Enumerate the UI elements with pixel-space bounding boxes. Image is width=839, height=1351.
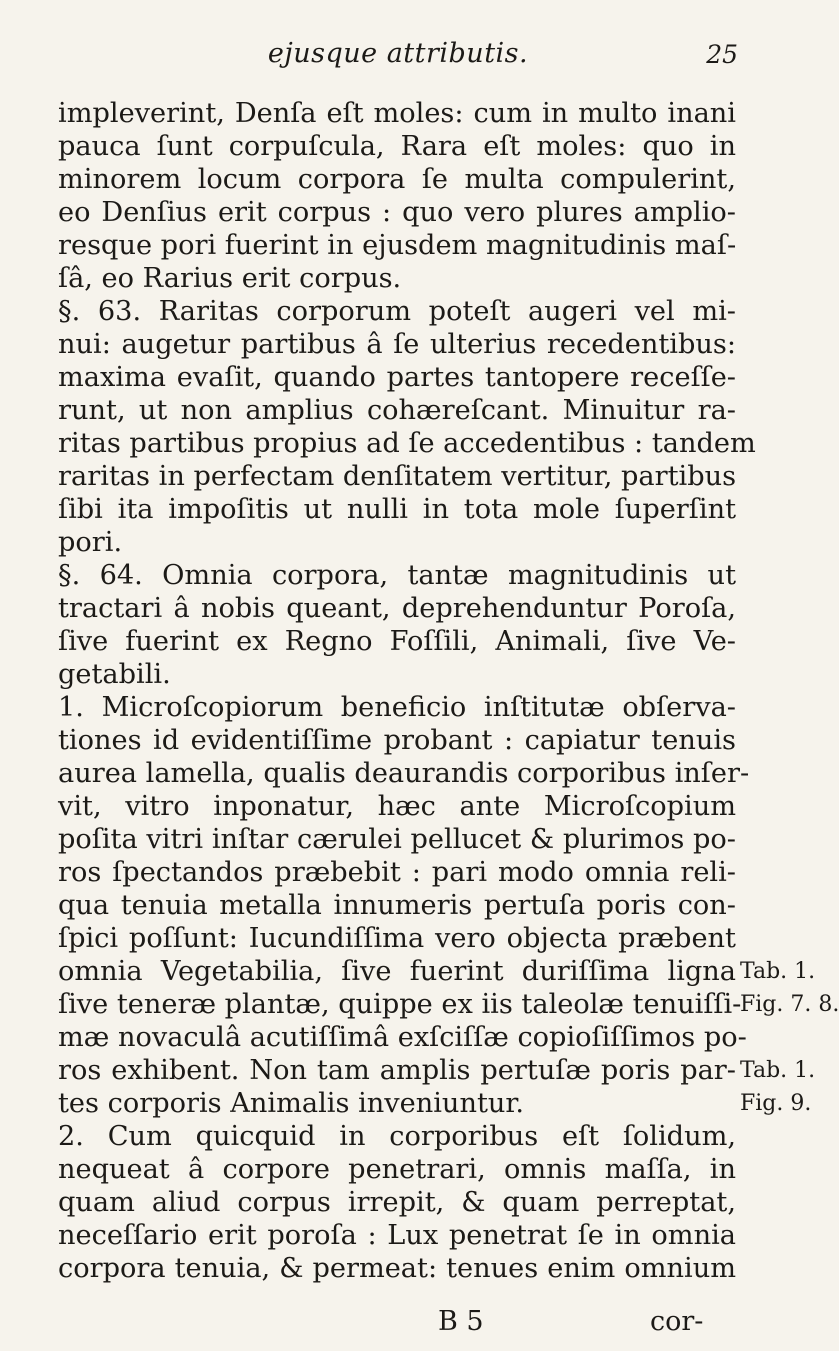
page-header [58, 38, 738, 88]
page-footer [0, 1303, 800, 1343]
text-line: minorem locum corpora ſe multa compulerint, [58, 164, 736, 195]
text-line: ſive fuerint ex Regno Foſſili, Animali, ſive Ve- [58, 626, 736, 657]
catchword: cor- [650, 1306, 704, 1337]
text-line: omnia Vegetabilia, ſive fuerint duriſſima ligna [58, 956, 736, 987]
text-line: aurea lamella, qualis deaurandis corporibus inſer- [58, 758, 750, 789]
text-line: 2. Cum quicquid in corporibus eſt ſolidum, [58, 1121, 736, 1152]
text-line: pauca ſunt corpuſcula, Rara eſt moles: quo in [58, 131, 736, 162]
text-line: nui: augetur partibus â ſe ulterius recedentibus: [58, 329, 736, 360]
text-line: ros exhibent. Non tam amplis pertuſæ poris par- [58, 1055, 736, 1086]
text-line: qua tenuia metalla innumeris pertuſa poris con- [58, 890, 736, 921]
running-title: ejusque attributis. [267, 38, 529, 69]
text-line: 1. Microſcopiorum beneficio inſtitutæ obſerva- [58, 692, 736, 723]
text-line: maxima evaſit, quando partes tantopere receſſe- [58, 362, 736, 393]
text-line: neceſſario erit poroſa : Lux penetrat ſe in omnia [58, 1220, 736, 1251]
text-line: eo Denſius erit corpus : quo vero plures amplio- [58, 197, 736, 228]
text-line: ſibi ita impoſitis ut nulli in tota mole ſuperſint [58, 494, 736, 525]
margin-note-fig: Fig. 7. 8. [740, 992, 839, 1017]
text-line: runt, ut non amplius cohæreſcant. Minuitur ra- [58, 395, 736, 426]
text-line: tiones id evidentiſſime probant : capiatur tenuis [58, 725, 736, 756]
text-line: §. 64. Omnia corpora, tantæ magnitudinis ut [58, 560, 736, 591]
text-line: ſive teneræ plantæ, quippe ex iis taleolæ tenuiſſi- [58, 989, 742, 1020]
margin-note-fig: Fig. 9. [740, 1091, 812, 1116]
signature-mark: B 5 [438, 1306, 484, 1337]
text-line: nequeat â corpore penetrari, omnis maſſa, in [58, 1154, 736, 1185]
text-line: resque pori fuerint in ejusdem magnitudinis maſ- [58, 230, 737, 261]
text-line: ſpici poſſunt: Iucundiſſima vero objecta præbent [58, 923, 736, 954]
text-line: pori. [58, 527, 123, 558]
text-line: quam aliud corpus irrepit, & quam perreptat, [58, 1187, 736, 1218]
text-line: corpora tenuia, & permeat: tenues enim omnium [58, 1253, 736, 1284]
text-line: vit, vitro inponatur, hæc ante Microſcopium [58, 791, 736, 822]
margin-note-tab: Tab. 1. [740, 1058, 816, 1083]
text-line: raritas in perfectam denſitatem vertitur, partibus [58, 461, 737, 492]
text-line: ſâ, eo Rarius erit corpus. [58, 263, 402, 294]
margin-note-tab: Tab. 1. [740, 959, 816, 984]
text-line: ros ſpectandos præbebit : pari modo omnia reli- [58, 857, 736, 888]
text-line: §. 63. Raritas corporum poteſt augeri vel mi- [58, 296, 736, 327]
text-line: getabili. [58, 659, 171, 690]
text-line: poſita vitri inſtar cærulei pellucet & plurimos po- [58, 824, 736, 855]
text-line: tes corporis Animalis inveniuntur. [58, 1088, 525, 1119]
text-line: impleverint, Denſa eſt moles: cum in multo inani [58, 98, 736, 129]
text-line: tractari â nobis queant, deprehenduntur Poroſa, [58, 593, 736, 624]
text-line: mæ novaculâ acutiſſimâ exſciſſæ copioſiſſimos po- [58, 1022, 747, 1053]
page-number: 25 [706, 40, 738, 69]
text-line: ritas partibus propius ad ſe accedentibus : tandem [58, 428, 756, 459]
